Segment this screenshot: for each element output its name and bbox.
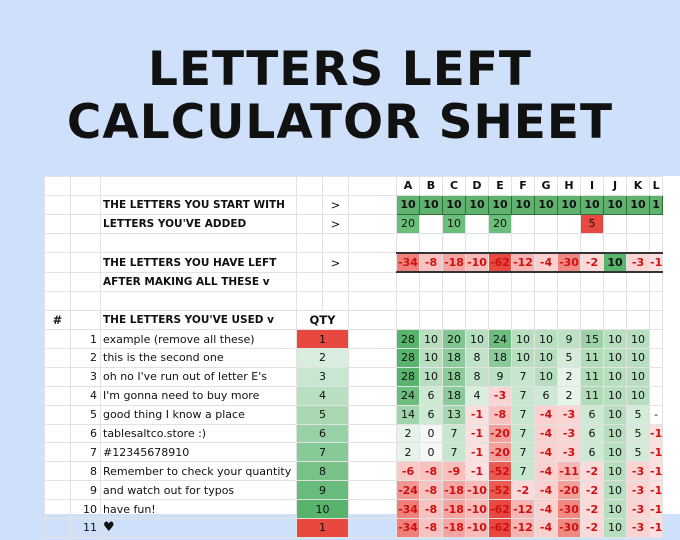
letter-count-cell[interactable]: 11 [581,386,604,405]
letter-count-cell[interactable]: -52 [489,481,512,500]
row-number: 3 [71,367,101,386]
letter-count-cell[interactable]: 9 [558,330,581,349]
letter-count-cell[interactable]: 2 [397,443,420,462]
row-number: 9 [71,481,101,500]
col-header[interactable]: K [627,177,650,196]
used-row [45,424,663,443]
letter-count-cell[interactable]: -4 [535,443,558,462]
letter-count-cell[interactable]: -1 [650,462,663,481]
letter-count-cell[interactable]: -20 [489,424,512,443]
letter-count-cell[interactable] [650,386,663,405]
letter-count-cell[interactable]: 10 [512,330,535,349]
added-cell[interactable]: 20 [489,214,512,233]
letter-count-cell[interactable]: 18 [489,349,512,368]
added-cell[interactable] [512,214,535,233]
col-header[interactable]: I [581,177,604,196]
qty-cell[interactable]: 1 [297,519,349,538]
used-text[interactable]: Remember to check your quantity [101,462,297,481]
letter-count-cell[interactable]: -1 [650,443,663,462]
letter-count-cell[interactable] [650,367,663,386]
used-row [45,443,663,462]
row-number: 8 [71,462,101,481]
qty-cell[interactable]: 8 [297,462,349,481]
letter-count-cell[interactable]: 6 [535,386,558,405]
letter-count-cell[interactable]: -1 [466,443,489,462]
letter-count-cell[interactable]: 6 [420,405,443,424]
letter-count-cell[interactable]: -1 [466,424,489,443]
qty-cell[interactable]: 7 [297,443,349,462]
start-cell[interactable]: 10 [397,195,420,214]
col-header[interactable]: D [466,177,489,196]
row-number: 5 [71,405,101,424]
used-text[interactable]: I'm gonna need to buy more [101,386,297,405]
left-label-2: AFTER MAKING ALL THESE v [101,272,297,291]
letter-count-cell[interactable]: 7 [443,443,466,462]
letter-count-cell[interactable]: 6 [420,386,443,405]
letter-count-cell[interactable]: -4 [535,519,558,538]
start-cell[interactable]: 10 [489,195,512,214]
start-cell[interactable]: 10 [420,195,443,214]
letter-count-cell[interactable]: 10 [420,367,443,386]
letter-count-cell[interactable]: 10 [535,330,558,349]
letter-count-cell[interactable]: -2 [581,519,604,538]
left-cell[interactable]: -8 [420,253,443,273]
used-row [45,386,663,405]
col-header[interactable]: G [535,177,558,196]
letter-count-cell[interactable]: 7 [512,424,535,443]
letter-count-cell[interactable]: 6 [581,405,604,424]
start-cell[interactable]: 10 [604,195,627,214]
letter-count-cell[interactable]: -8 [420,462,443,481]
added-cell[interactable]: 10 [443,214,466,233]
letter-count-cell[interactable]: 10 [512,349,535,368]
letter-count-cell[interactable]: 10 [604,367,627,386]
col-header[interactable]: H [558,177,581,196]
qty-cell[interactable]: 10 [297,500,349,519]
letter-count-cell[interactable]: -8 [420,481,443,500]
letter-count-cell[interactable]: -1 [650,519,663,538]
letter-count-cell[interactable]: -18 [443,500,466,519]
letter-count-cell[interactable]: -4 [535,462,558,481]
letter-count-cell[interactable]: 10 [466,330,489,349]
qty-cell[interactable]: 4 [297,386,349,405]
letter-count-cell[interactable]: -12 [512,500,535,519]
letter-count-cell[interactable]: -20 [558,481,581,500]
letter-count-cell[interactable]: -1 [650,500,663,519]
letter-count-cell[interactable]: 5 [627,405,650,424]
letter-count-cell[interactable]: -34 [397,500,420,519]
qty-cell[interactable]: 5 [297,405,349,424]
letter-count-cell[interactable]: -52 [489,462,512,481]
letter-count-cell[interactable]: 7 [512,462,535,481]
letter-count-cell[interactable]: -18 [443,519,466,538]
col-header[interactable]: F [512,177,535,196]
letter-count-cell[interactable]: -4 [535,481,558,500]
letter-count-cell[interactable]: 18 [443,367,466,386]
start-cell[interactable]: 10 [512,195,535,214]
used-row [45,349,663,368]
start-cell[interactable]: 1 [650,195,663,214]
letter-count-cell[interactable]: 28 [397,349,420,368]
used-row [45,405,663,424]
letter-count-cell[interactable]: 28 [397,330,420,349]
letter-count-cell[interactable]: 0 [420,443,443,462]
letter-count-cell[interactable]: -9 [443,462,466,481]
added-cell[interactable] [535,214,558,233]
letter-count-cell[interactable]: -3 [627,519,650,538]
left-cell[interactable]: -62 [489,253,512,273]
letter-count-cell[interactable]: 11 [581,367,604,386]
spreadsheet[interactable] [44,176,680,536]
col-header[interactable]: A [397,177,420,196]
letter-count-cell[interactable]: -2 [581,481,604,500]
letter-count-cell[interactable]: 2 [397,424,420,443]
added-label: LETTERS YOU'VE ADDED [101,214,297,233]
letter-count-cell[interactable]: -1 [650,481,663,500]
row-number: 10 [71,500,101,519]
used-row [45,330,663,349]
added-cell[interactable] [466,214,489,233]
letter-count-cell[interactable]: 10 [627,349,650,368]
letter-count-cell[interactable]: 7 [512,367,535,386]
used-row [45,481,663,500]
letter-count-cell[interactable]: 10 [604,405,627,424]
letter-count-cell[interactable]: -18 [443,481,466,500]
letter-count-cell[interactable]: -8 [420,519,443,538]
letter-count-cell[interactable]: -6 [397,462,420,481]
start-cell[interactable]: 10 [558,195,581,214]
letter-count-cell[interactable]: -10 [466,481,489,500]
letter-count-cell[interactable]: -3 [558,424,581,443]
letter-count-cell[interactable]: 10 [604,500,627,519]
letter-count-cell[interactable]: 10 [604,462,627,481]
start-cell[interactable]: 10 [466,195,489,214]
letter-count-cell[interactable]: 10 [627,330,650,349]
letter-count-cell[interactable]: -8 [420,500,443,519]
added-cell[interactable] [650,214,663,233]
letter-count-cell[interactable]: -1 [466,462,489,481]
used-text[interactable]: example (remove all these) [101,330,297,349]
left-cell[interactable]: -2 [581,253,604,273]
used-row [45,367,663,386]
qty-cell[interactable]: 6 [297,424,349,443]
letter-count-cell[interactable]: -3 [627,500,650,519]
col-header[interactable]: B [420,177,443,196]
letter-count-cell[interactable]: 20 [443,330,466,349]
arrow: > [323,195,349,214]
added-cell[interactable] [627,214,650,233]
used-label: THE LETTERS YOU'VE USED v [101,311,297,330]
used-text[interactable]: and watch out for typos [101,481,297,500]
added-cell[interactable] [604,214,627,233]
letter-count-cell[interactable]: 10 [535,367,558,386]
letter-count-cell[interactable]: 8 [466,349,489,368]
letter-count-cell[interactable]: 24 [397,386,420,405]
used-row [45,519,663,538]
col-header[interactable]: C [443,177,466,196]
letter-count-cell[interactable]: 10 [604,330,627,349]
start-cell[interactable]: 10 [581,195,604,214]
used-text[interactable]: this is the second one [101,349,297,368]
letter-count-cell[interactable]: -2 [581,500,604,519]
letter-count-cell[interactable]: 6 [581,424,604,443]
letter-count-cell[interactable]: 10 [420,349,443,368]
left-label: THE LETTERS YOU HAVE LEFT [101,253,297,273]
left-cell[interactable]: -1 [650,253,663,273]
left-cell[interactable]: -3 [627,253,650,273]
used-text[interactable]: tablesaltco.store :) [101,424,297,443]
letter-count-cell[interactable]: 13 [443,405,466,424]
letter-count-cell[interactable]: 6 [581,443,604,462]
letter-count-cell[interactable]: -62 [489,519,512,538]
heart-icon[interactable]: ♥ [101,519,297,538]
letter-count-cell[interactable]: 15 [581,330,604,349]
letter-count-cell[interactable]: -3 [627,462,650,481]
blank-row [45,233,663,252]
letter-count-cell[interactable]: 10 [420,330,443,349]
row-number: 4 [71,386,101,405]
letter-count-cell[interactable]: -10 [466,519,489,538]
used-text[interactable]: good thing I know a place [101,405,297,424]
letter-count-cell[interactable]: -12 [512,519,535,538]
letter-count-cell[interactable]: -30 [558,500,581,519]
used-text[interactable]: #12345678910 [101,443,297,462]
letter-count-cell[interactable]: 5 [627,443,650,462]
letter-count-cell[interactable]: 0 [420,424,443,443]
left-cell[interactable]: -12 [512,253,535,273]
letter-count-cell[interactable]: 7 [512,386,535,405]
hash-header: # [45,311,71,330]
letter-count-cell[interactable]: -3 [627,481,650,500]
letter-count-cell[interactable]: 7 [512,405,535,424]
letter-count-cell[interactable]: -3 [558,443,581,462]
row-number: 7 [71,443,101,462]
letter-count-cell[interactable]: 10 [604,443,627,462]
arrow: > [323,253,349,273]
blank-row [45,292,663,311]
used-row [45,462,663,481]
start-cell[interactable]: 10 [627,195,650,214]
letter-count-cell[interactable]: -20 [489,443,512,462]
letter-count-cell[interactable]: 5 [627,424,650,443]
letter-count-cell[interactable]: 10 [604,519,627,538]
letter-count-cell[interactable]: 4 [466,386,489,405]
letter-count-cell[interactable]: 28 [397,367,420,386]
letter-count-cell[interactable]: -2 [581,462,604,481]
letter-count-cell[interactable]: 8 [466,367,489,386]
added-cell[interactable]: 20 [397,214,420,233]
letter-count-cell[interactable]: -8 [489,405,512,424]
letter-count-cell[interactable]: 10 [604,386,627,405]
letter-count-cell[interactable]: 11 [581,349,604,368]
letter-count-cell[interactable]: 2 [558,367,581,386]
left-cell[interactable]: -18 [443,253,466,273]
left-cell[interactable]: -34 [397,253,420,273]
letter-count-cell[interactable]: -11 [558,462,581,481]
start-label: THE LETTERS YOU START WITH [101,195,297,214]
letter-count-cell[interactable]: 18 [443,386,466,405]
start-cell[interactable]: 10 [443,195,466,214]
letter-count-cell[interactable]: - [650,405,663,424]
qty-cell[interactable]: 2 [297,349,349,368]
letter-count-cell[interactable]: 10 [627,386,650,405]
row-number: 1 [71,330,101,349]
row-number: 2 [71,349,101,368]
letter-count-cell[interactable]: -24 [397,481,420,500]
added-cell[interactable]: 5 [581,214,604,233]
letter-count-cell[interactable]: -4 [535,500,558,519]
letter-count-cell[interactable]: 10 [535,349,558,368]
arrow: > [323,214,349,233]
used-header-row [45,311,663,330]
left-row-2 [45,272,663,291]
letter-count-cell[interactable]: -1 [466,405,489,424]
letter-count-cell[interactable]: 7 [512,443,535,462]
left-cell[interactable]: -30 [558,253,581,273]
letter-count-cell[interactable]: -30 [558,519,581,538]
qty-cell[interactable]: 9 [297,481,349,500]
qty-header: QTY [297,311,349,330]
letter-count-cell[interactable]: -62 [489,500,512,519]
letter-count-cell[interactable]: 10 [604,424,627,443]
letter-count-cell[interactable] [650,330,663,349]
col-header[interactable]: L [650,177,663,196]
letter-count-cell[interactable]: 10 [604,481,627,500]
letter-count-cell[interactable]: -3 [558,405,581,424]
letter-count-cell[interactable]: -4 [535,424,558,443]
letter-count-cell[interactable]: 14 [397,405,420,424]
added-row [45,214,663,233]
added-cell[interactable] [558,214,581,233]
col-header[interactable]: J [604,177,627,196]
row-number: 11 [71,519,101,538]
qty-cell[interactable]: 1 [297,330,349,349]
letter-count-cell[interactable]: -3 [489,386,512,405]
start-row [45,195,663,214]
col-header[interactable]: E [489,177,512,196]
letter-count-cell[interactable] [650,349,663,368]
letter-count-cell[interactable]: -1 [650,424,663,443]
left-cell[interactable]: 10 [604,253,627,273]
used-text[interactable]: oh no I've run out of letter E's [101,367,297,386]
title-line-1: LETTERS LEFT [148,42,532,97]
letter-count-cell[interactable]: -34 [397,519,420,538]
letter-count-cell[interactable]: -2 [512,481,535,500]
letter-count-cell[interactable]: -10 [466,500,489,519]
letter-count-cell[interactable]: 10 [627,367,650,386]
title-line-2: CALCULATOR SHEET [66,95,614,150]
letter-count-cell[interactable]: 10 [604,349,627,368]
used-row [45,500,663,519]
used-text[interactable]: have fun! [101,500,297,519]
left-cell[interactable]: -4 [535,253,558,273]
letter-count-cell[interactable]: 2 [558,386,581,405]
left-row [45,253,663,273]
letter-count-cell[interactable]: 18 [443,349,466,368]
letter-count-cell[interactable]: 24 [489,330,512,349]
added-cell[interactable] [420,214,443,233]
letter-count-cell[interactable]: -4 [535,405,558,424]
start-cell[interactable]: 10 [535,195,558,214]
left-cell[interactable]: -10 [466,253,489,273]
qty-cell[interactable]: 3 [297,367,349,386]
column-header-row [45,177,663,196]
letter-count-cell[interactable]: 9 [489,367,512,386]
row-number: 6 [71,424,101,443]
letter-count-cell[interactable]: 5 [558,349,581,368]
letter-count-cell[interactable]: 7 [443,424,466,443]
